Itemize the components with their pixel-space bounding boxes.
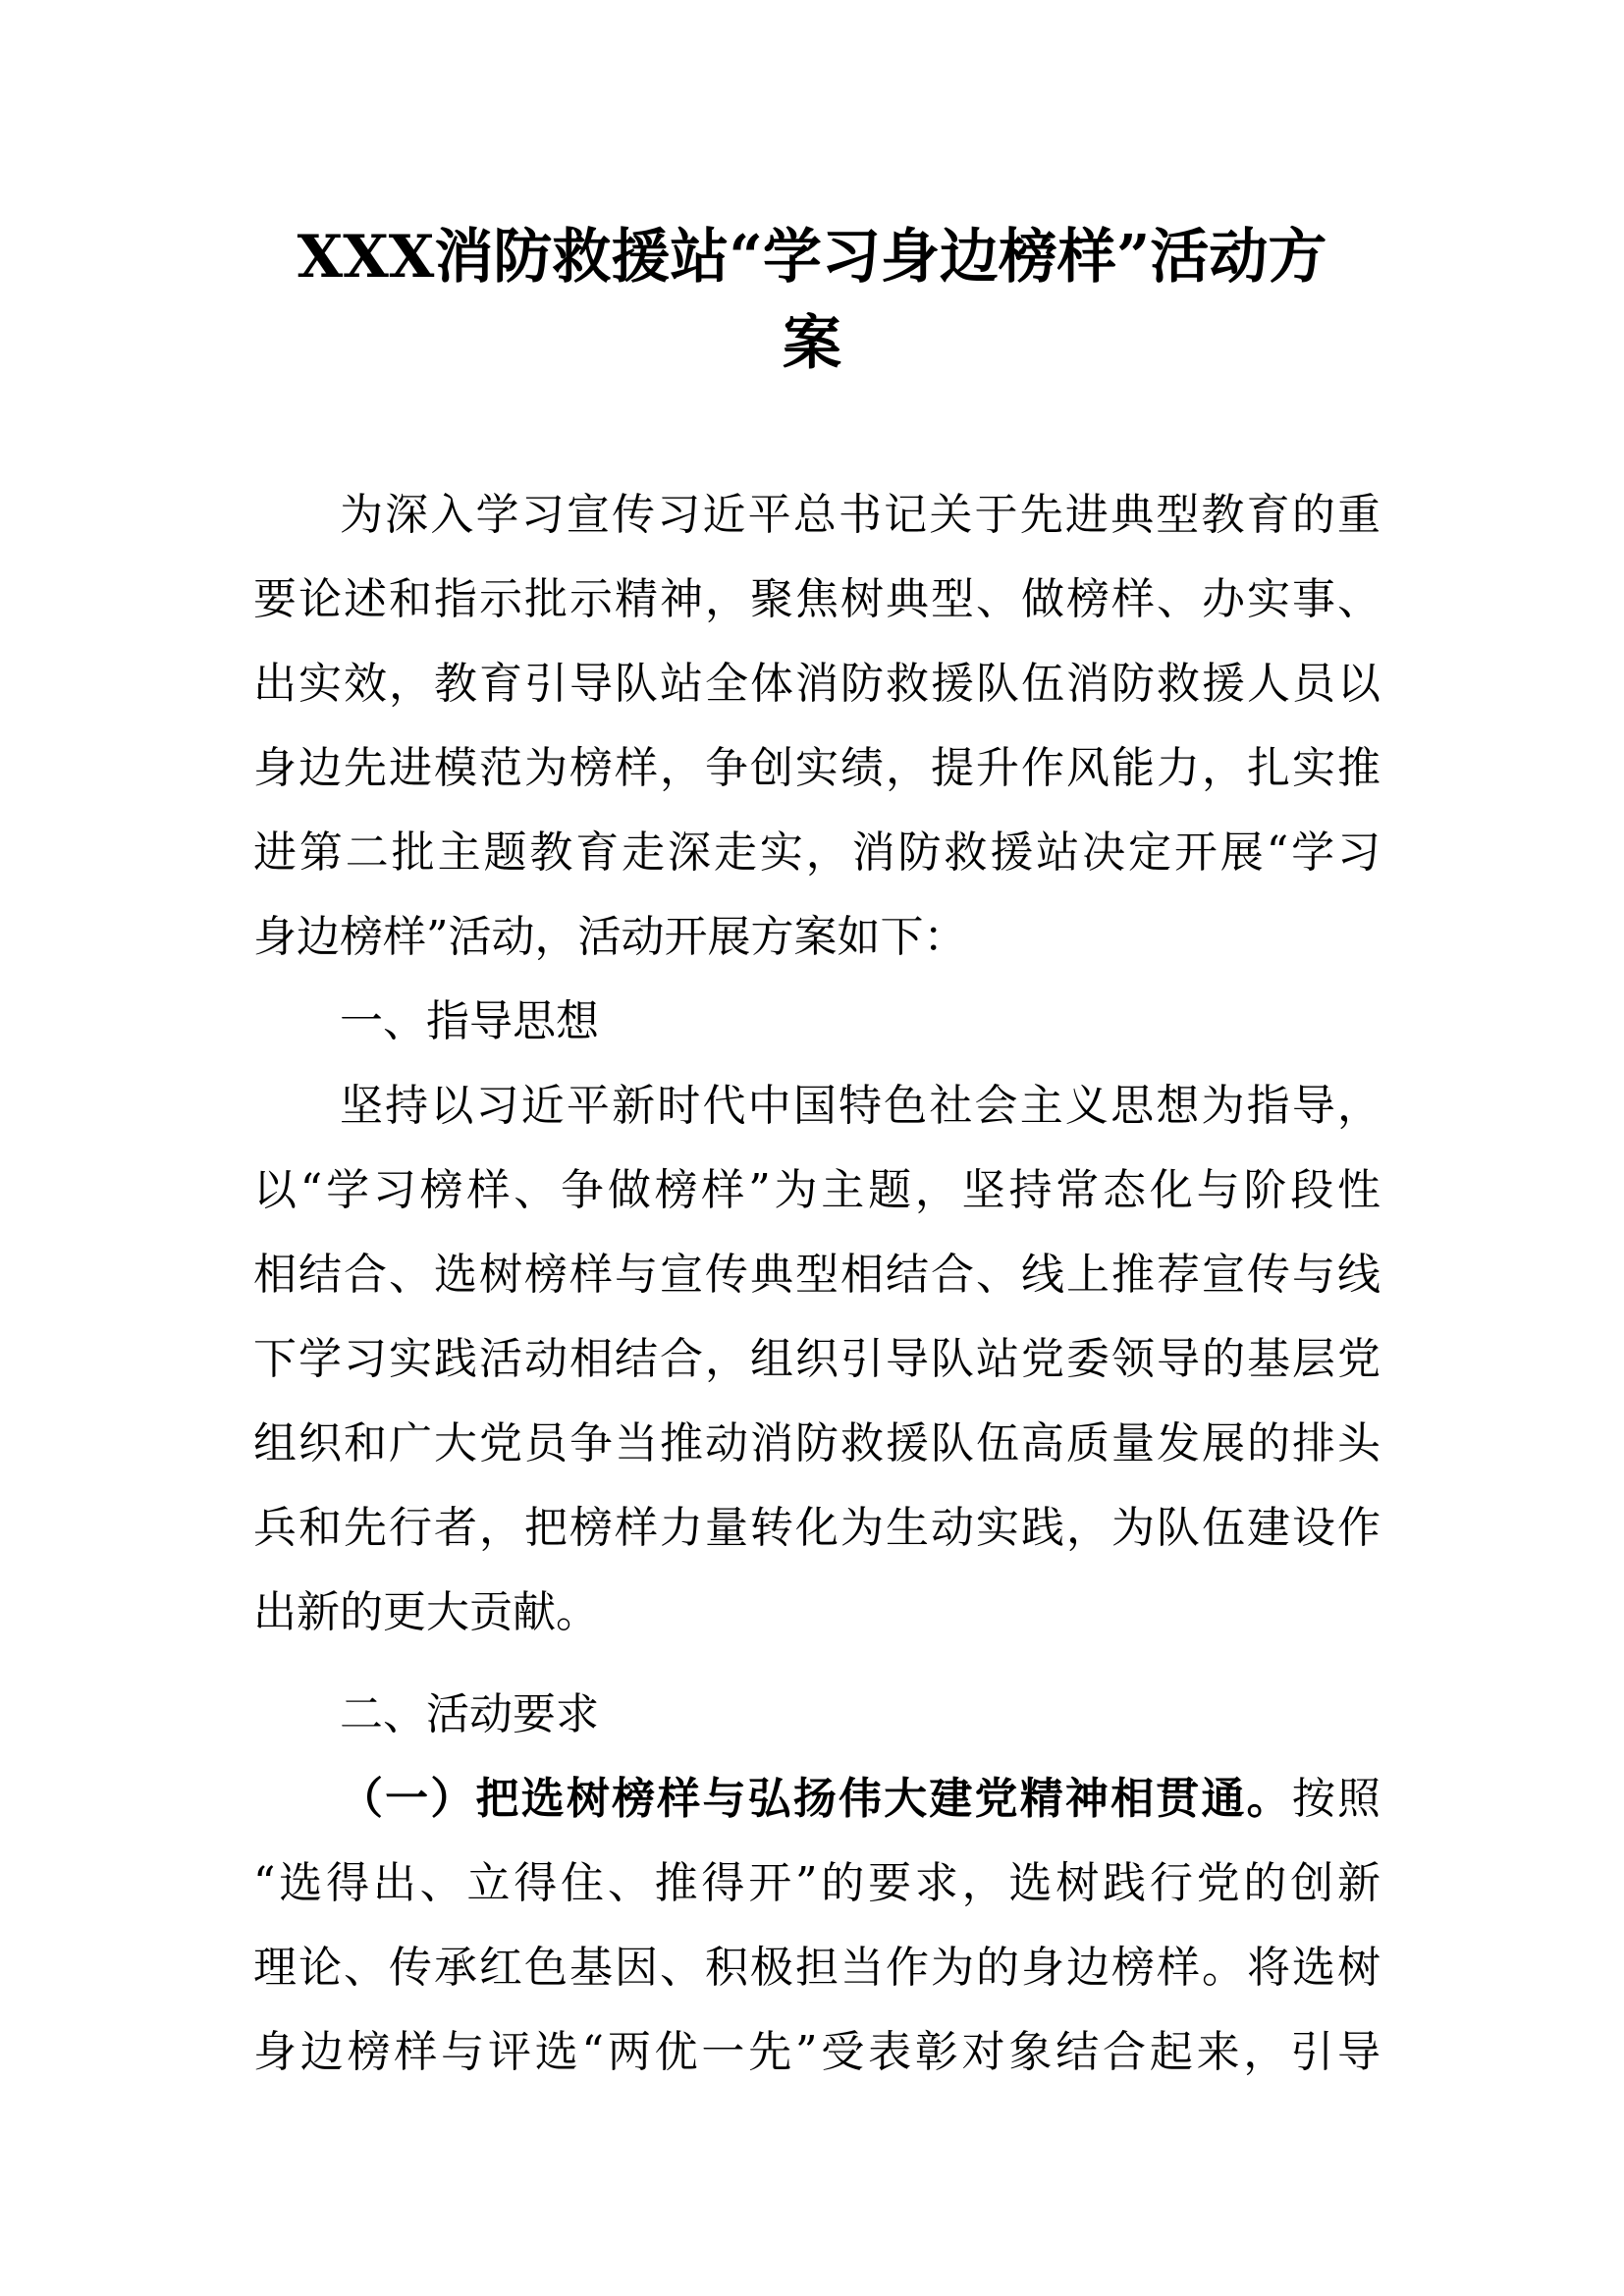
- document-body: [253, 473, 1380, 2095]
- text-line: 出新的更大贡献。: [253, 1587, 599, 1637]
- text-line: 理论、传承红色基因、积极担当作为的身边榜样。将选树: [253, 1943, 1380, 1993]
- text-line: 身边榜样”活动，活动开展方案如下：: [253, 912, 967, 962]
- item-1-lead-rest: 按照: [1291, 1774, 1381, 1824]
- section-2-item-1-paragraph: [253, 1757, 1380, 2095]
- text-line: 身边榜样与评选“两优一先”受表彰对象结合起来，引导: [253, 2027, 1380, 2077]
- text-line: 相结合、选树榜样与宣传典型相结合、线上推荐宣传与线: [253, 1250, 1380, 1300]
- item-1-bold-lead: （一）把选树榜样与弘扬伟大建党精神相贯通。: [340, 1774, 1292, 1824]
- section-2-heading: 二、活动要求: [340, 1689, 599, 1739]
- document-title-line-1: XXX消防救援站“学习身边榜样”活动方: [297, 223, 1327, 292]
- text-line: 下学习实践活动相结合，组织引导队站党委领导的基层党: [253, 1334, 1380, 1384]
- text-line: [253, 1757, 1380, 1842]
- text-line: 兵和先行者，把榜样力量转化为生动实践，为队伍建设作: [253, 1503, 1380, 1553]
- document-title-line-2: 案: [783, 309, 841, 378]
- text-line: 坚持以习近平新时代中国特色社会主义思想为指导，: [340, 1081, 1380, 1131]
- text-line: 为深入学习宣传习近平总书记关于先进典型教育的重: [340, 490, 1380, 540]
- text-line: 以“学习榜样、争做榜样”为主题，坚持常态化与阶段性: [253, 1165, 1380, 1215]
- text-line: 出实效，教育引导队站全体消防救援队伍消防救援人员以: [253, 659, 1380, 709]
- text-line: 身边先进模范为榜样，争创实绩，提升作风能力，扎实推: [253, 743, 1380, 793]
- section-1-paragraph: [253, 1064, 1380, 1655]
- section-1-heading: 一、指导思想: [340, 996, 599, 1046]
- text-line: “选得出、立得住、推得开”的要求，选树践行党的创新: [253, 1858, 1380, 1908]
- text-line: 组织和广大党员争当推动消防救援队伍高质量发展的排头: [253, 1418, 1380, 1468]
- intro-paragraph: [253, 473, 1380, 980]
- text-line: 要论述和指示批示精神，聚焦树典型、做榜样、办实事、: [253, 574, 1380, 624]
- text-line: 进第二批主题教育走深走实，消防救援站决定开展“学习: [253, 828, 1380, 878]
